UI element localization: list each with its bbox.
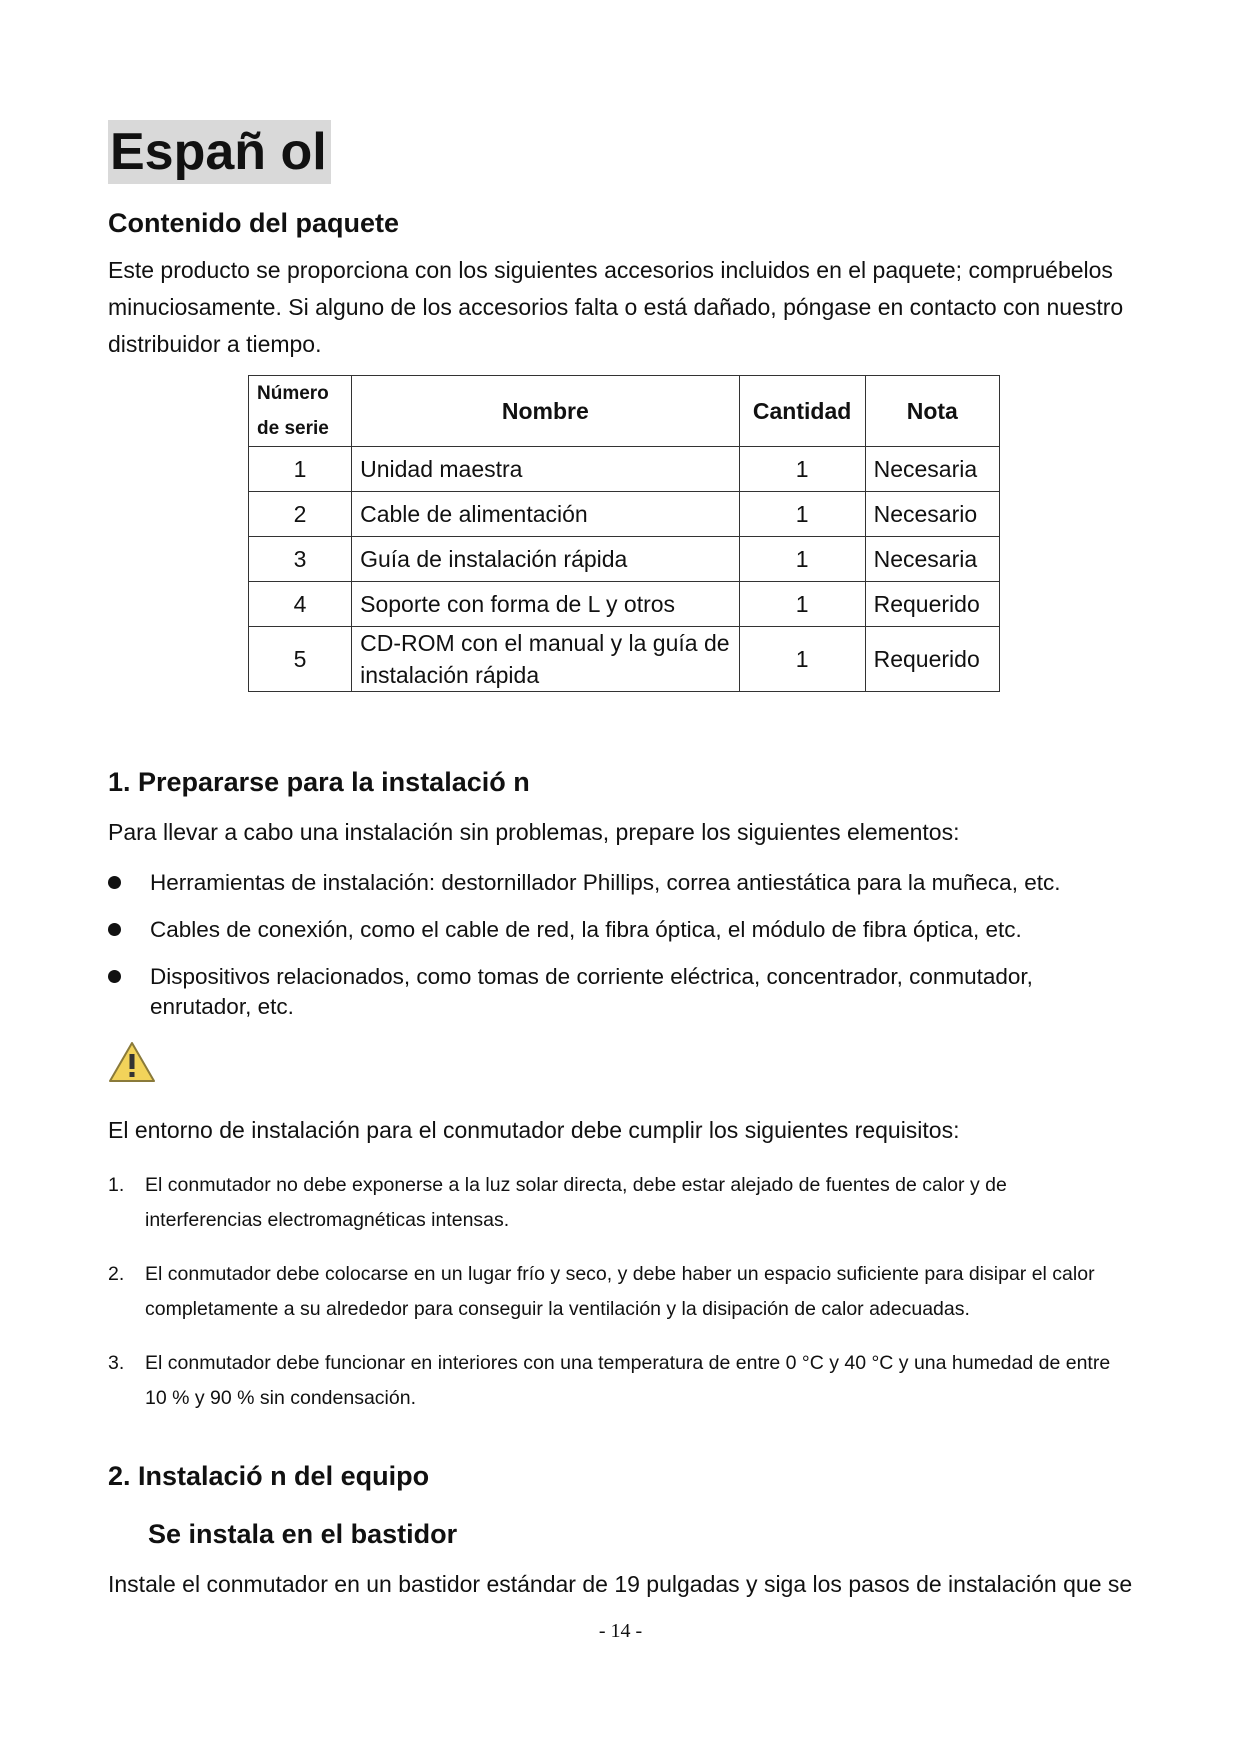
row-name: Guía de instalación rápida bbox=[352, 537, 739, 582]
package-table bbox=[248, 375, 1000, 692]
tools-list bbox=[108, 868, 1118, 1039]
table-row bbox=[249, 492, 1000, 537]
page-number: - 14 - bbox=[598, 1620, 643, 1642]
header-serial: Número de serie bbox=[249, 376, 352, 447]
section1-heading: 1. Prepararse para la instalació n bbox=[108, 767, 530, 797]
header-note: Nota bbox=[865, 376, 999, 447]
requirements-list bbox=[108, 1168, 1128, 1435]
list-number: 2. bbox=[108, 1263, 125, 1285]
row-name: Soporte con forma de L y otros bbox=[352, 582, 739, 627]
bullet-icon bbox=[108, 923, 121, 936]
row-qty: 1 bbox=[739, 447, 865, 492]
row-note: Necesaria bbox=[865, 537, 999, 582]
list-number: 1. bbox=[108, 1174, 125, 1196]
bullet-icon bbox=[108, 970, 121, 983]
list-item-text: Cables de conexión, como el cable de red, la fibra óptica, el módulo de fibra óptica, etc. bbox=[150, 917, 1022, 942]
bullet-icon bbox=[108, 876, 121, 889]
row-number: 4 bbox=[249, 582, 352, 627]
list-item-text: El conmutador no debe exponerse a la luz solar directa, debe estar alejado de fuentes de calor y de interferencias electromagnéticas intensas. bbox=[145, 1174, 1007, 1231]
table-row bbox=[249, 582, 1000, 627]
header-qty: Cantidad bbox=[739, 376, 865, 447]
list-item bbox=[108, 915, 1118, 945]
header-name: Nombre bbox=[352, 376, 739, 447]
list-item bbox=[108, 1168, 1128, 1238]
row-number: 3 bbox=[249, 537, 352, 582]
package-heading: Contenido del paquete bbox=[108, 208, 400, 238]
row-qty: 1 bbox=[739, 492, 865, 537]
list-item-text: Dispositivos relacionados, como tomas de corriente eléctrica, concentrador, conmutador, enrutador, etc. bbox=[150, 964, 1033, 1019]
package-intro: Este producto se proporciona con los siguientes accesorios incluidos en el paquete; compruébelos minuciosamente. Si alguno de los accesorios falta o está dañado, póngase en contacto con nuestro distribuidor a tiempo. bbox=[108, 257, 1124, 357]
row-name: Unidad maestra bbox=[352, 447, 739, 492]
table-row bbox=[249, 627, 1000, 692]
row-note: Necesaria bbox=[865, 447, 999, 492]
row-name: CD-ROM con el manual y la guía de instalación rápida bbox=[352, 627, 739, 692]
list-item bbox=[108, 1346, 1128, 1416]
list-number: 3. bbox=[108, 1352, 125, 1374]
section2-text: Instale el conmutador en un bastidor estándar de 19 pulgadas y siga los pasos de instalación que se bbox=[108, 1571, 1133, 1597]
row-note: Necesario bbox=[865, 492, 999, 537]
row-name: Cable de alimentación bbox=[352, 492, 739, 537]
row-number: 1 bbox=[249, 447, 352, 492]
row-number: 5 bbox=[249, 627, 352, 692]
section2-subheading: Se instala en el bastidor bbox=[148, 1519, 458, 1549]
environment-intro: El entorno de instalación para el conmutador debe cumplir los siguientes requisitos: bbox=[108, 1117, 960, 1143]
section1-intro: Para llevar a cabo una instalación sin problemas, prepare los siguientes elementos: bbox=[108, 819, 960, 845]
row-note: Requerido bbox=[865, 627, 999, 692]
list-item bbox=[108, 868, 1118, 898]
table-row bbox=[249, 447, 1000, 492]
list-item-text: Herramientas de instalación: destornillador Phillips, correa antiestática para la muñeca, etc. bbox=[150, 870, 1061, 895]
row-qty: 1 bbox=[739, 627, 865, 692]
table-row bbox=[249, 537, 1000, 582]
row-qty: 1 bbox=[739, 537, 865, 582]
section2-heading: 2. Instalació n del equipo bbox=[108, 1461, 430, 1491]
list-item bbox=[108, 962, 1118, 1022]
row-note: Requerido bbox=[865, 582, 999, 627]
warning-triangle-icon bbox=[108, 1040, 156, 1084]
list-item bbox=[108, 1257, 1128, 1327]
table-header-row bbox=[249, 376, 1000, 447]
row-qty: 1 bbox=[739, 582, 865, 627]
list-item-text: El conmutador debe colocarse en un lugar frío y seco, y debe haber un espacio suficiente para disipar el calor completamente a su alrededor para conseguir la ventilación y la disipación de calor adecuadas. bbox=[145, 1263, 1095, 1320]
list-item-text: El conmutador debe funcionar en interiores con una temperatura de entre 0 °C y 40 °C y una humedad de entre 10 % y 90 % sin condensación. bbox=[145, 1352, 1111, 1409]
language-title: Españ ol bbox=[108, 120, 331, 184]
row-number: 2 bbox=[249, 492, 352, 537]
